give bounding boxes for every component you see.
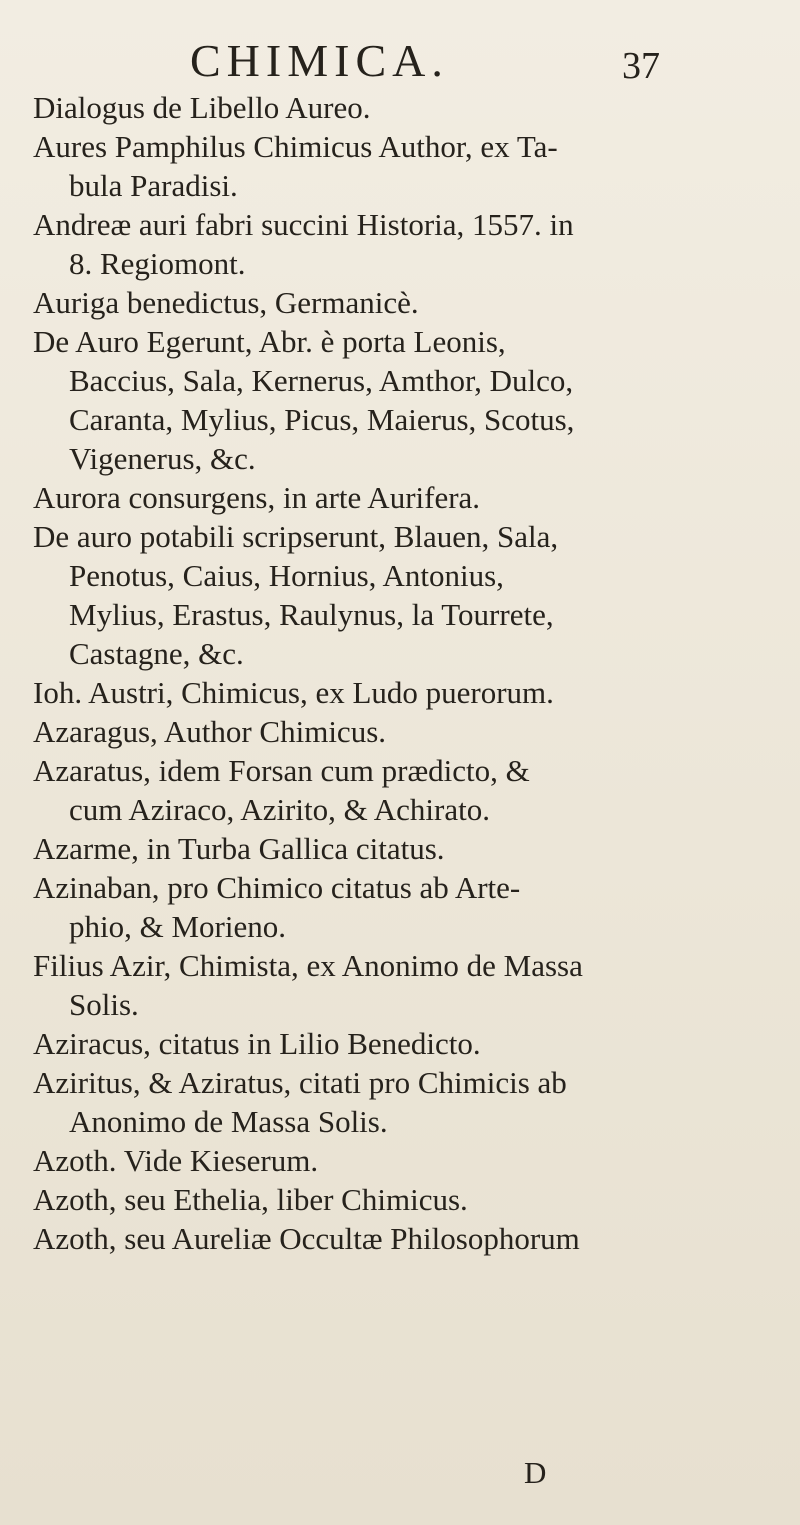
entry-continuation-line: Castagne, &c. (69, 636, 244, 671)
entry-continuation-line: Caranta, Mylius, Picus, Maierus, Scotus, (69, 402, 575, 437)
entry-line: Azaratus, idem Forsan cum prædicto, & (33, 753, 530, 788)
entry-line: Andreæ auri fabri succini Historia, 1557. in (33, 207, 574, 242)
catchword: D (524, 1455, 547, 1490)
entry-continuation-line: phio, & Morieno. (69, 909, 286, 944)
page-number: 37 (622, 45, 660, 87)
entry-line: Filius Azir, Chimista, ex Anonimo de Massa (33, 948, 583, 983)
page-header (0, 30, 800, 90)
entry-line: De Auro Egerunt, Abr. è porta Leonis, (33, 324, 506, 359)
entry-continuation-line: Vigenerus, &c. (69, 441, 256, 476)
entry-continuation-line: Baccius, Sala, Kernerus, Amthor, Dulco, (69, 363, 574, 398)
entry-continuation-line: Mylius, Erastus, Raulynus, la Tourrete, (69, 597, 554, 632)
entry-line: Aziracus, citatus in Lilio Benedicto. (33, 1026, 481, 1061)
entry-line: Ioh. Austri, Chimicus, ex Ludo puerorum. (33, 675, 554, 710)
entry-line: Auriga benedictus, Germanicè. (33, 285, 419, 320)
entry-line: Azoth, seu Aureliæ Occultæ Philosophorum (33, 1221, 580, 1256)
entry-line: Azoth, seu Ethelia, liber Chimicus. (33, 1182, 468, 1217)
entry-line: De auro potabili scripserunt, Blauen, Sala, (33, 519, 559, 554)
entry-line: Azaragus, Author Chimicus. (33, 714, 387, 749)
entry-line: Azarme, in Turba Gallica citatus. (33, 831, 445, 866)
entry-continuation-line: Solis. (69, 987, 139, 1022)
entry-continuation-line: Penotus, Caius, Hornius, Antonius, (69, 558, 504, 593)
index-entries (33, 88, 773, 1258)
entry-continuation-line: Anonimo de Massa Solis. (69, 1104, 388, 1139)
entry-line: Aures Pamphilus Chimicus Author, ex Ta- (33, 129, 558, 164)
entry-line: Azoth. Vide Kieserum. (33, 1143, 319, 1178)
entry-line: Aziritus, & Aziratus, citati pro Chimicis ab (33, 1065, 567, 1100)
entry-continuation-line: bula Paradisi. (69, 168, 238, 203)
entry-continuation-line: 8. Regiomont. (69, 246, 246, 281)
entry-line: Azinaban, pro Chimico citatus ab Arte- (33, 870, 521, 905)
entry-continuation-line: cum Aziraco, Azirito, & Achirato. (69, 792, 490, 827)
running-head: CHIMICA. (190, 35, 449, 86)
entry-line: Aurora consurgens, in arte Aurifera. (33, 480, 481, 515)
entry-line: Dialogus de Libello Aureo. (33, 90, 371, 125)
